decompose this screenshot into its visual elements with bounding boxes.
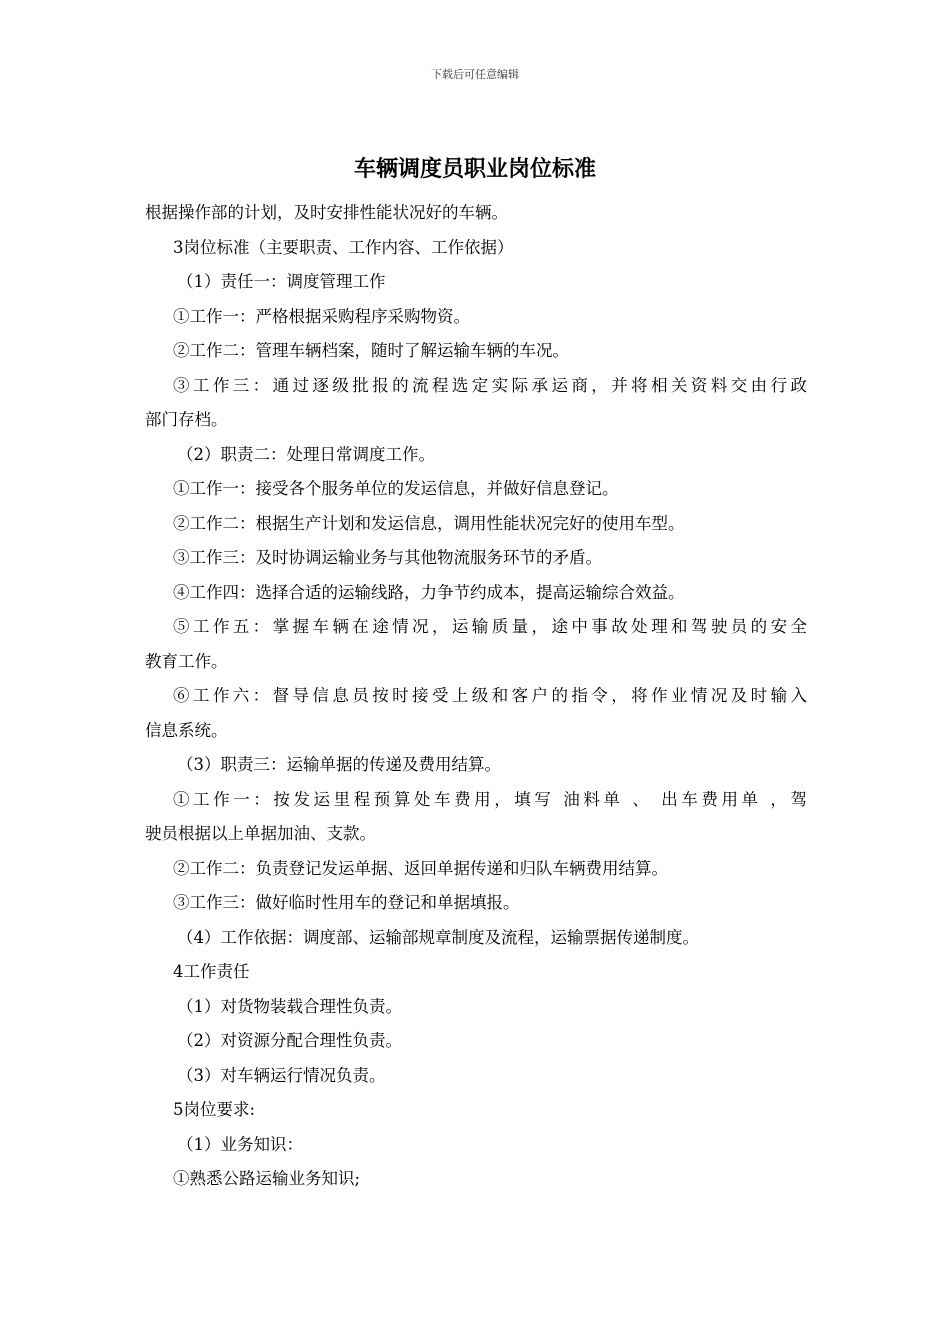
paragraph-line: 部门存档。 — [145, 410, 228, 429]
paragraph-line: （3）对车辆运行情况负责。 — [177, 1065, 386, 1085]
paragraph-line: 教育工作。 — [145, 651, 228, 671]
paragraph-line: 信息系统。 — [145, 720, 228, 740]
paragraph-line: （1）业务知识： — [177, 1134, 303, 1154]
paragraph-line: 4工作责任 — [173, 962, 250, 981]
paragraph-line: ①工作一：严格根据采购程序采购物资。 — [173, 306, 470, 326]
paragraph-line: ③工作三：通过逐级批报的流程选定实际承运商，并将相关资料交由行政 — [173, 375, 807, 395]
paragraph-line: （2）职责二：处理日常调度工作。 — [177, 444, 435, 464]
paragraph-line: （2）对资源分配合理性负责。 — [177, 1031, 402, 1050]
paragraph-line: 3岗位标准（主要职责、工作内容、工作依据） — [173, 237, 514, 257]
paragraph-line: 5岗位要求: — [173, 1100, 256, 1119]
paragraph-line: （3）职责三：运输单据的传递及费用结算。 — [177, 755, 501, 774]
paragraph-line: 根据操作部的计划，及时安排性能状况好的车辆。 — [145, 203, 508, 222]
paragraph-line: ③工作三：做好临时性用车的登记和单据填报。 — [173, 893, 520, 912]
paragraph-line: ①熟悉公路运输业务知识; — [173, 1169, 361, 1188]
paragraph-line: ①工作一：按发运里程预算处车费用，填写 油料单 、 出车费用单 ，驾 — [173, 789, 807, 809]
paragraph-line: （1）责任一：调度管理工作 — [177, 272, 386, 291]
paragraph-line: ⑥工作六：督导信息员按时接受上级和客户的指令，将作业情况及时输入 — [173, 686, 807, 705]
paragraph-line: ②工作二：管理车辆档案，随时了解运输车辆的车况。 — [173, 341, 569, 360]
header-note: 下载后可任意编辑 — [431, 68, 519, 81]
paragraph-line: ②工作二：负责登记发运单据、返回单据传递和归队车辆费用结算。 — [173, 858, 668, 878]
paragraph-line: ④工作四：选择合适的运输线路，力争节约成本，提高运输综合效益。 — [173, 582, 685, 602]
paragraph-line: 驶员根据以上单据加油、支款。 — [145, 824, 376, 843]
paragraph-line: ⑤工作五：掌握车辆在途情况，运输质量，途中事故处理和驾驶员的安全 — [173, 617, 807, 636]
paragraph-line: ③工作三：及时协调运输业务与其他物流服务环节的矛盾。 — [173, 548, 602, 567]
document-body — [145, 196, 807, 1197]
paragraph-line: ①工作一：接受各个服务单位的发运信息，并做好信息登记。 — [173, 479, 619, 498]
paragraph-line: （4）工作依据：调度部、运输部规章制度及流程，运输票据传递制度。 — [177, 927, 699, 947]
paragraph-line: ②工作二：根据生产计划和发运信息，调用性能状况完好的使用车型。 — [173, 513, 685, 533]
document-title: 车辆调度员职业岗位标准 — [353, 157, 596, 182]
paragraph-line: （1）对货物装载合理性负责。 — [177, 996, 402, 1016]
